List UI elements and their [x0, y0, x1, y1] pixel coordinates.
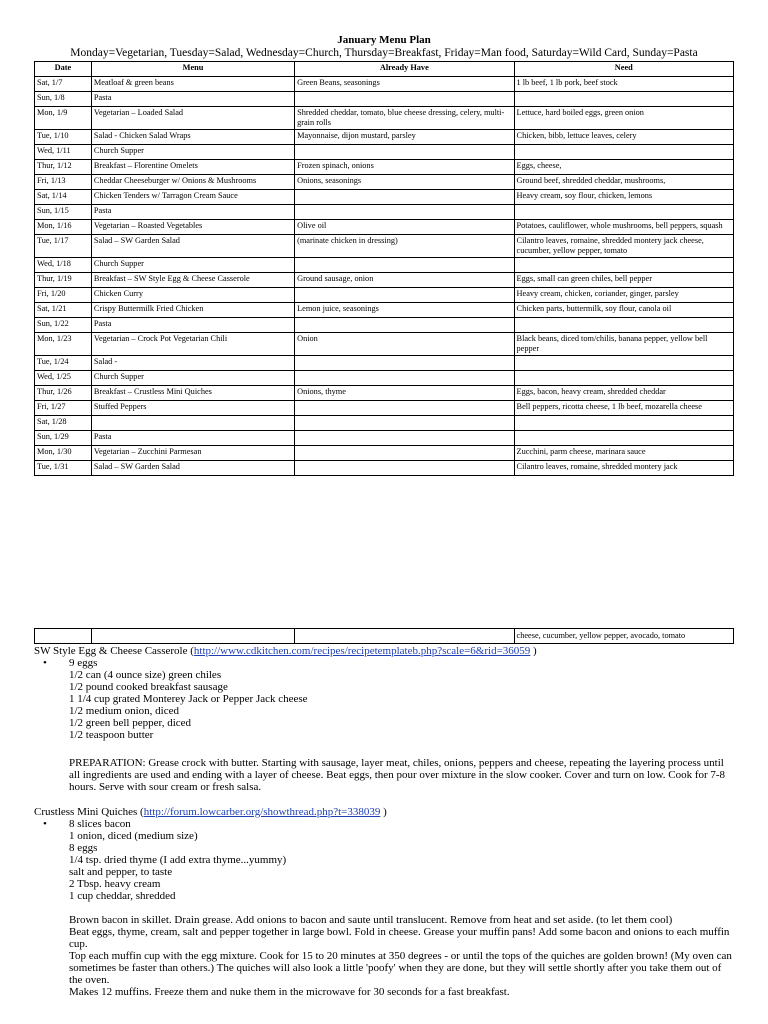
- menu-cell: Vegetarian – Zucchini Parmesan: [91, 446, 294, 461]
- need-cell: 1 lb beef, 1 lb pork, beef stock: [514, 77, 733, 92]
- date-cell: Mon, 1/9: [35, 107, 92, 130]
- header-date: Date: [35, 62, 92, 77]
- ingredient-item: 1 cup cheddar, shredded: [69, 890, 176, 902]
- table-row: [35, 446, 734, 461]
- already-have-cell: (marinate chicken in dressing): [295, 235, 514, 258]
- table-continuation: [34, 628, 734, 644]
- need-cell: Eggs, cheese,: [514, 160, 733, 175]
- need-cell: [514, 356, 733, 371]
- table-row: [35, 461, 734, 476]
- table-cell: [91, 629, 294, 644]
- already-have-cell: [295, 258, 514, 273]
- page-title: January Menu Plan: [337, 34, 431, 46]
- already-have-cell: [295, 145, 514, 160]
- date-cell: Wed, 1/25: [35, 371, 92, 386]
- ingredient-item: 1 onion, diced (medium size): [69, 830, 198, 842]
- already-have-cell: Onions, thyme: [295, 386, 514, 401]
- recipe-title-close: ): [380, 806, 387, 818]
- ingredient-item: 1/4 tsp. dried thyme (I add extra thyme...yummy): [69, 854, 287, 866]
- menu-cell: Breakfast – Crustless Mini Quiches: [91, 386, 294, 401]
- table-row: [35, 356, 734, 371]
- table-row: [35, 371, 734, 386]
- table-row: [35, 401, 734, 416]
- header-need: Need: [514, 62, 733, 77]
- recipe-casserole: [34, 645, 734, 793]
- menu-cell: Salad – SW Garden Salad: [91, 235, 294, 258]
- already-have-cell: [295, 416, 514, 431]
- date-cell: Wed, 1/11: [35, 145, 92, 160]
- menu-cell: Vegetarian – Roasted Vegetables: [91, 220, 294, 235]
- need-cell: Eggs, bacon, heavy cream, shredded cheddar: [514, 386, 733, 401]
- menu-cell: Pasta: [91, 92, 294, 107]
- menu-cell: Chicken Curry: [91, 288, 294, 303]
- recipe-name: Crustless Mini Quiches (: [34, 806, 144, 818]
- table-row: [35, 416, 734, 431]
- date-cell: Tue, 1/17: [35, 235, 92, 258]
- need-cell: Heavy cream, soy flour, chicken, lemons: [514, 190, 733, 205]
- already-have-cell: Lemon juice, seasonings: [295, 303, 514, 318]
- menu-cell: Vegetarian – Crock Pot Vegetarian Chili: [91, 333, 294, 356]
- header-already-have: Already Have: [295, 62, 514, 77]
- ingredient-text: 9 eggs: [69, 657, 98, 669]
- table-row: [35, 160, 734, 175]
- date-cell: Tue, 1/10: [35, 130, 92, 145]
- ingredient-item: [34, 657, 734, 669]
- date-cell: Tue, 1/31: [35, 461, 92, 476]
- date-cell: Mon, 1/16: [35, 220, 92, 235]
- ingredient-item: 2 Tbsp. heavy cream: [69, 878, 161, 890]
- recipe-step: Makes 12 muffins. Freeze them and nuke them in the microwave for 30 seconds for a fast breakfast.: [69, 986, 510, 998]
- menu-cell: Salad - Chicken Salad Wraps: [91, 130, 294, 145]
- menu-cell: Vegetarian – Loaded Salad: [91, 107, 294, 130]
- menu-cell: Crispy Buttermilk Fried Chicken: [91, 303, 294, 318]
- table-header-row: [35, 62, 734, 77]
- menu-cell: [91, 416, 294, 431]
- recipe-step: Brown bacon in skillet. Drain grease. Add onions to bacon and saute until translucent. Remove from heat and set aside. (to let them cool): [69, 914, 673, 926]
- recipe-link[interactable]: http://forum.lowcarber.org/showthread.php?t=338039: [143, 806, 381, 818]
- table-row: [35, 288, 734, 303]
- table-row: [35, 190, 734, 205]
- need-cell: [514, 205, 733, 220]
- menu-cell: Church Supper: [91, 145, 294, 160]
- ingredient-item: 1/2 green bell pepper, diced: [69, 717, 192, 729]
- ingredient-text: 8 slices bacon: [69, 818, 131, 830]
- menu-cell: Breakfast – SW Style Egg & Cheese Casserole: [91, 273, 294, 288]
- menu-cell: Salad – SW Garden Salad: [91, 461, 294, 476]
- date-cell: Thur, 1/26: [35, 386, 92, 401]
- need-cell: Heavy cream, chicken, coriander, ginger, parsley: [514, 288, 733, 303]
- date-cell: Mon, 1/23: [35, 333, 92, 356]
- already-have-cell: [295, 371, 514, 386]
- ingredient-item: 1/2 pound cooked breakfast sausage: [69, 681, 228, 693]
- need-cell: Chicken, bibb, lettuce leaves, celery: [514, 130, 733, 145]
- ingredient-item: 1 1/4 cup grated Monterey Jack or Pepper Jack cheese: [69, 693, 308, 705]
- table-row: [35, 77, 734, 92]
- table-cell: [295, 629, 514, 644]
- recipe-quiches: [34, 806, 734, 998]
- already-have-cell: Onions, seasonings: [295, 175, 514, 190]
- menu-cell: Church Supper: [91, 258, 294, 273]
- menu-cell: Church Supper: [91, 371, 294, 386]
- need-cell: [514, 145, 733, 160]
- header-menu: Menu: [91, 62, 294, 77]
- ingredient-list: [34, 669, 734, 741]
- table-row: [35, 130, 734, 145]
- need-cell: Lettuce, hard boiled eggs, green onion: [514, 107, 733, 130]
- menu-cell: Pasta: [91, 205, 294, 220]
- date-cell: Mon, 1/30: [35, 446, 92, 461]
- need-cell: [514, 92, 733, 107]
- already-have-cell: Shredded cheddar, tomato, blue cheese dressing, celery, multi-grain rolls: [295, 107, 514, 130]
- ingredient-list: [34, 830, 734, 902]
- recipe-step: Top each muffin cup with the egg mixture. Cook for 15 to 20 minutes at 350 degrees - or until the tops of the quiches are golden brown! (My oven can sometimes be faster than others.) The quiches will also look a little 'poofy' when they are done, but they will settle shortly after you take them out of the oven.: [69, 950, 732, 986]
- recipe-step: Beat eggs, thyme, cream, salt and pepper together in large bowl. Fold in cheese. Grease your muffin pans! Add some bacon and onions to each muffin cup.: [69, 926, 730, 950]
- table-row: [35, 333, 734, 356]
- page-subtitle: Monday=Vegetarian, Tuesday=Salad, Wednesday=Church, Thursday=Breakfast, Friday=Man food, Saturday=Wild Card, Sunday=Pasta: [70, 47, 698, 59]
- already-have-cell: [295, 318, 514, 333]
- recipe-preparation: PREPARATION: Grease crock with butter. Starting with sausage, layer meat, chiles, onions, peppers and cheese, repeating the layering process until all ingredients are used and ending with a layer of cheese. Beat eggs, then pour over mixture in the slow cooker. Cover and turn on low. Cook for 7-8 hours. Serve with sour cream or fresh salsa.: [69, 757, 726, 793]
- table-row: [35, 220, 734, 235]
- date-cell: Thur, 1/19: [35, 273, 92, 288]
- need-cell: [514, 416, 733, 431]
- already-have-cell: Ground sausage, onion: [295, 273, 514, 288]
- need-cell: Ground beef, shredded cheddar, mushrooms,: [514, 175, 733, 190]
- table-row: [35, 107, 734, 130]
- table-body: [35, 77, 734, 476]
- need-cell: Chicken parts, buttermilk, soy flour, canola oil: [514, 303, 733, 318]
- table-row: [35, 431, 734, 446]
- date-cell: Tue, 1/24: [35, 356, 92, 371]
- table-row: [35, 303, 734, 318]
- menu-cell: Stuffed Peppers: [91, 401, 294, 416]
- table-row: [35, 175, 734, 190]
- bullet-icon: •: [43, 818, 47, 830]
- date-cell: Sun, 1/22: [35, 318, 92, 333]
- menu-cell: Chicken Tenders w/ Tarragon Cream Sauce: [91, 190, 294, 205]
- already-have-cell: [295, 431, 514, 446]
- table-row: [35, 205, 734, 220]
- already-have-cell: [295, 401, 514, 416]
- recipe-title-close: ): [530, 645, 537, 657]
- date-cell: Fri, 1/20: [35, 288, 92, 303]
- table-row: [35, 318, 734, 333]
- menu-plan-table: [34, 61, 734, 476]
- menu-cell: Meatloaf & green beans: [91, 77, 294, 92]
- ingredient-item: [34, 818, 734, 830]
- table-row: [35, 92, 734, 107]
- need-cell: Potatoes, cauliflower, whole mushrooms, bell peppers, squash: [514, 220, 733, 235]
- date-cell: Sun, 1/15: [35, 205, 92, 220]
- already-have-cell: [295, 356, 514, 371]
- table-row: [35, 386, 734, 401]
- already-have-cell: Olive oil: [295, 220, 514, 235]
- already-have-cell: Onion: [295, 333, 514, 356]
- date-cell: Fri, 1/13: [35, 175, 92, 190]
- need-cell: [514, 431, 733, 446]
- need-cell: [514, 258, 733, 273]
- already-have-cell: [295, 288, 514, 303]
- already-have-cell: [295, 446, 514, 461]
- table-cell: [35, 629, 92, 644]
- need-cell: Zucchini, parm cheese, marinara sauce: [514, 446, 733, 461]
- date-cell: Thur, 1/12: [35, 160, 92, 175]
- date-cell: Sat, 1/7: [35, 77, 92, 92]
- date-cell: Sat, 1/28: [35, 416, 92, 431]
- table-row: [35, 273, 734, 288]
- recipe-link[interactable]: http://www.cdkitchen.com/recipes/recipetemplateb.php?scale=6&rid=36059: [193, 645, 531, 657]
- recipe-steps: [34, 914, 734, 998]
- already-have-cell: [295, 92, 514, 107]
- ingredient-item: 8 eggs: [69, 842, 98, 854]
- menu-cell: Cheddar Cheeseburger w/ Onions & Mushrooms: [91, 175, 294, 190]
- already-have-cell: [295, 190, 514, 205]
- need-cell: Black beans, diced tom/chilis, banana pepper, yellow bell pepper: [514, 333, 733, 356]
- menu-cell: Pasta: [91, 318, 294, 333]
- need-cell: Cilantro leaves, romaine, shredded montery jack cheese, cucumber, yellow pepper, tomato: [514, 235, 733, 258]
- ingredient-item: 1/2 can (4 ounce size) green chiles: [69, 669, 222, 681]
- date-cell: Sat, 1/21: [35, 303, 92, 318]
- date-cell: Fri, 1/27: [35, 401, 92, 416]
- need-cell: Bell peppers, ricotta cheese, 1 lb beef, mozarella cheese: [514, 401, 733, 416]
- already-have-cell: Mayonnaise, dijon mustard, parsley: [295, 130, 514, 145]
- already-have-cell: Green Beans, seasonings: [295, 77, 514, 92]
- already-have-cell: Frozen spinach, onions: [295, 160, 514, 175]
- ingredient-item: 1/2 teaspoon butter: [69, 729, 154, 741]
- table-row: [35, 258, 734, 273]
- recipe-title: [34, 806, 734, 818]
- already-have-cell: [295, 461, 514, 476]
- need-cell: [514, 371, 733, 386]
- ingredient-item: 1/2 medium onion, diced: [69, 705, 179, 717]
- table-row: [35, 629, 734, 644]
- date-cell: Wed, 1/18: [35, 258, 92, 273]
- need-cell: Cilantro leaves, romaine, shredded montery jack: [514, 461, 733, 476]
- ingredient-item: salt and pepper, to taste: [69, 866, 173, 878]
- table-row: [35, 235, 734, 258]
- need-cell: [514, 318, 733, 333]
- date-cell: Sat, 1/14: [35, 190, 92, 205]
- need-cell: Eggs, small can green chiles, bell pepper: [514, 273, 733, 288]
- already-have-cell: [295, 205, 514, 220]
- menu-cell: Breakfast – Florentine Omelets: [91, 160, 294, 175]
- table-cell: cheese, cucumber, yellow pepper, avocado, tomato: [514, 629, 733, 644]
- date-cell: Sun, 1/8: [35, 92, 92, 107]
- recipe-title: [34, 645, 734, 657]
- date-cell: Sun, 1/29: [35, 431, 92, 446]
- bullet-icon: •: [43, 657, 47, 669]
- menu-cell: Salad -: [91, 356, 294, 371]
- recipe-name: SW Style Egg & Cheese Casserole (: [34, 645, 194, 657]
- table-row: [35, 145, 734, 160]
- menu-cell: Pasta: [91, 431, 294, 446]
